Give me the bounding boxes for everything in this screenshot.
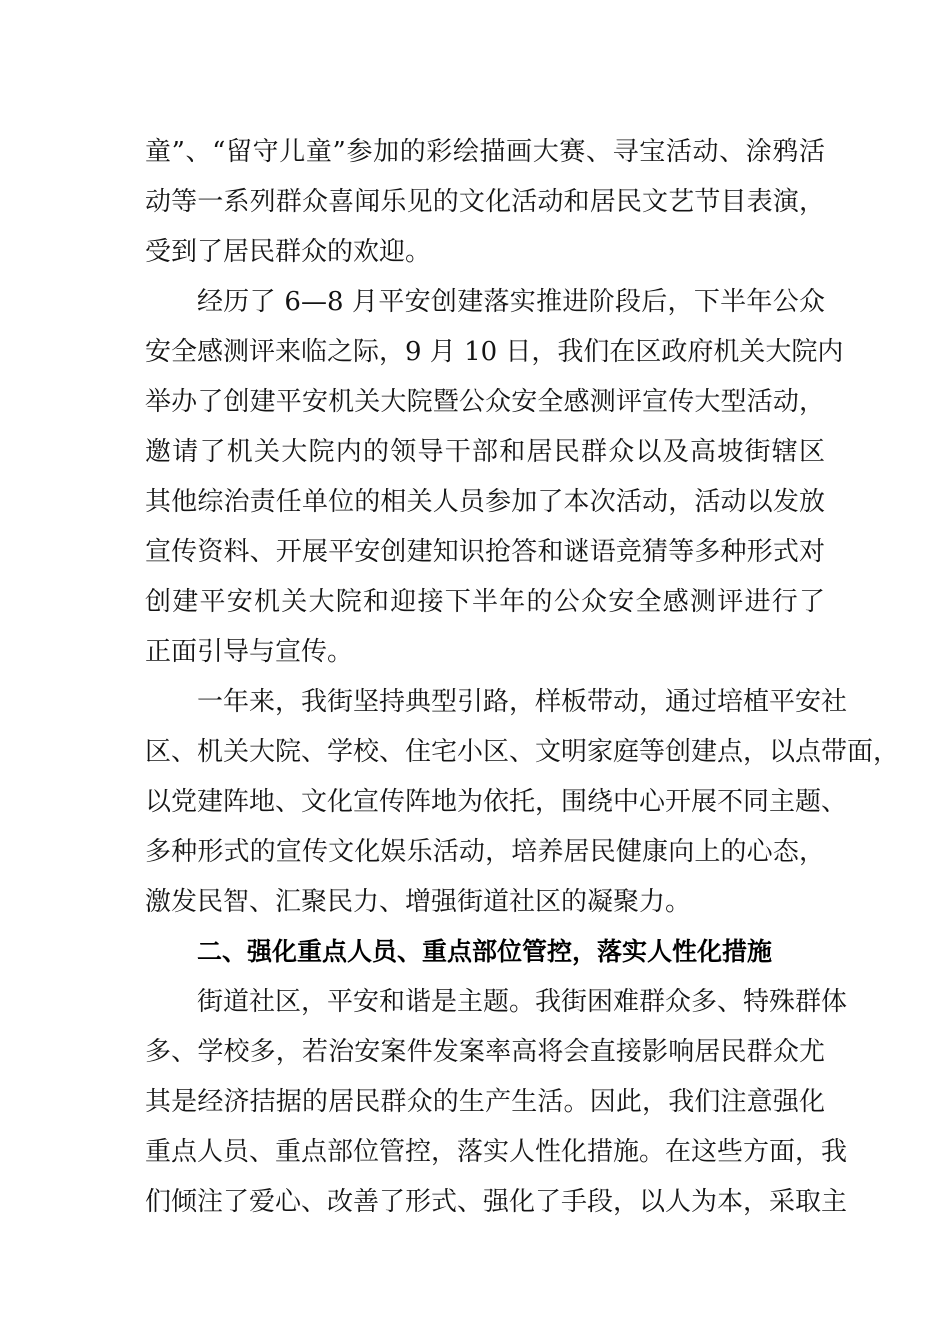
body-text-line: 经历了 6—8 月平安创建落实推进阶段后，下半年公众 [197, 287, 825, 317]
body-text-line: 多种形式的宣传文化娱乐活动，培养居民健康向上的心态， [145, 837, 825, 867]
body-text-line: 其是经济拮据的居民群众的生产生活。因此，我们注意强化 [145, 1087, 825, 1117]
body-text-line: 街道社区，平安和谐是主题。我街困难群众多、特殊群体 [197, 987, 848, 1017]
body-text-line: 童”、“留守儿童”参加的彩绘描画大赛、寻宝活动、涂鸦活 [145, 137, 825, 167]
section-heading: 二、强化重点人员、重点部位管控，落实人性化措施 [197, 937, 773, 966]
body-text-line: 其他综治责任单位的相关人员参加了本次活动，活动以发放 [145, 487, 825, 517]
body-text-line: 激发民智、汇聚民力、增强街道社区的凝聚力。 [145, 887, 692, 917]
body-text-line: 安全感测评来临之际，9 月 10 日，我们在区政府机关大院内 [145, 337, 844, 367]
body-text-line: 一年来，我街坚持典型引路，样板带动，通过培植平安社 [197, 687, 848, 717]
body-text-line: 以党建阵地、文化宣传阵地为依托，围绕中心开展不同主题、 [145, 787, 848, 817]
body-text-line: 动等一系列群众喜闻乐见的文化活动和居民文艺节目表演， [145, 187, 825, 217]
body-text-line: 多、学校多，若治安案件发案率高将会直接影响居民群众尤 [145, 1037, 825, 1067]
body-text-line: 邀请了机关大院内的领导干部和居民群众以及高坡街辖区 [145, 437, 825, 467]
body-text-line: 受到了居民群众的欢迎。 [145, 237, 432, 267]
body-text-line: 区、机关大院、学校、住宅小区、文明家庭等创建点，以点带面， [145, 737, 900, 767]
body-text-line: 宣传资料、开展平安创建知识抢答和谜语竞猜等多种形式对 [145, 537, 825, 567]
body-text-line: 重点人员、重点部位管控，落实人性化措施。在这些方面，我 [145, 1137, 848, 1167]
body-text-line: 正面引导与宣传。 [145, 637, 354, 667]
body-text-line: 举办了创建平安机关大院暨公众安全感测评宣传大型活动， [145, 387, 825, 417]
body-text-line: 们倾注了爱心、改善了形式、强化了手段，以人为本，采取主 [145, 1187, 848, 1217]
body-text-line: 创建平安机关大院和迎接下半年的公众安全感测评进行了 [145, 587, 825, 617]
